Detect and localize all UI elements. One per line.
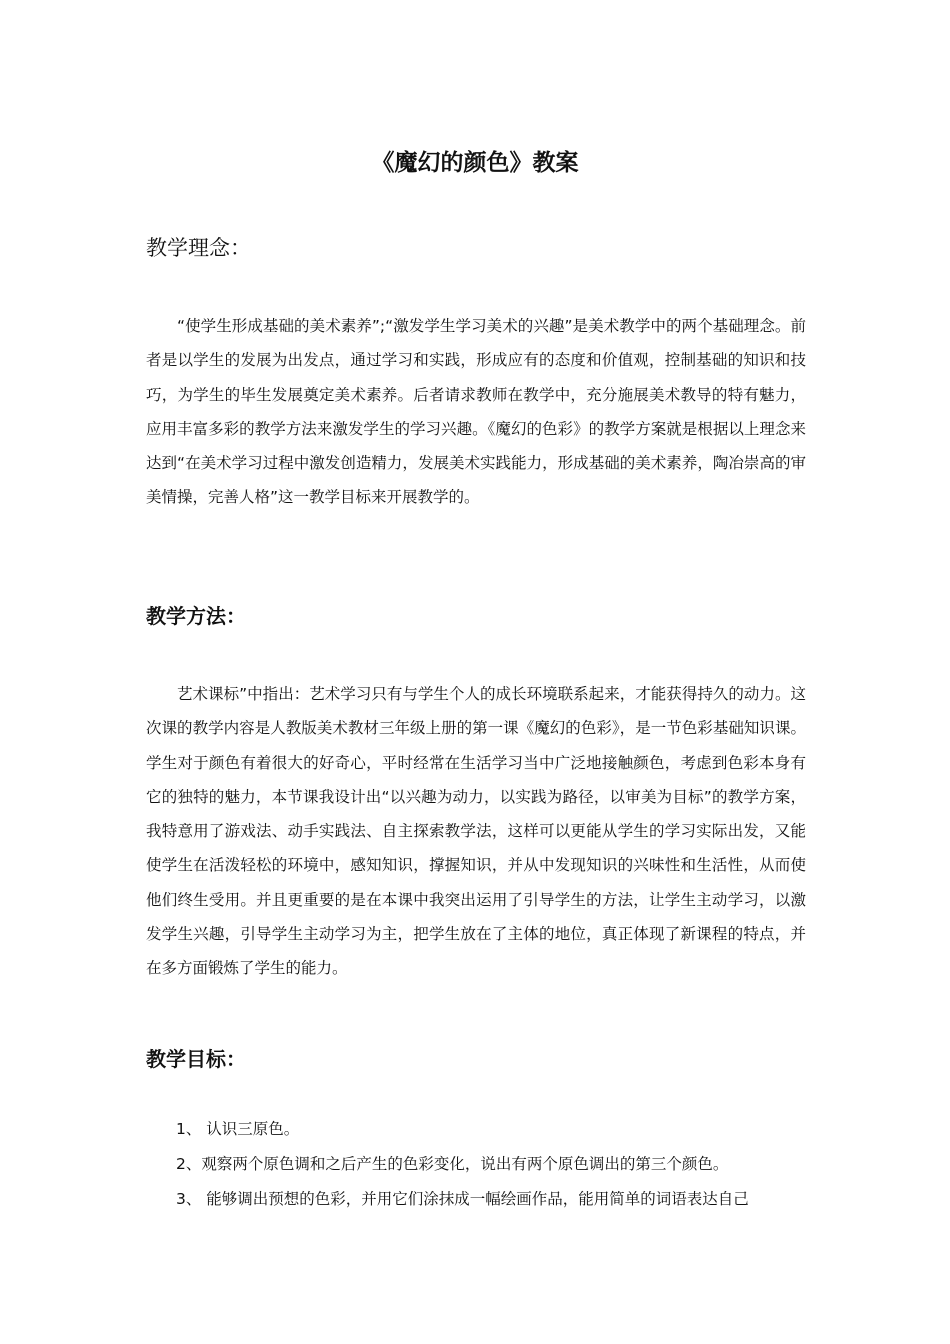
section-heading-method: 教学方法： bbox=[146, 604, 246, 628]
document-title: 《魔幻的颜色》教案 bbox=[371, 150, 579, 176]
goal-item: 3、 能够调出预想的色彩，并用它们涂抹成一幅绘画作品，能用简单的词语表达自己 bbox=[176, 1190, 749, 1208]
philosophy-paragraph: “使学生形成基础的美术素养”;“激发学生学习美术的兴趣”是美术教学中的两个基础理念。前者是以学生的发展为出发点，通过学习和实践，形成应有的态度和价值观，控制基础的知识和技巧，为学生的毕生发展奠定美术素养。后者请求教师在教学中，充分施展美术教导的特有魅力，应用丰富多彩的教学方法来激发学生的学习兴趣。《魔幻的色彩》的教学方案就是根据以上理念来达到“在美术学习过程中激发创造精力，发展美术实践能力，形成基础的美术素养，陶冶崇高的审美情操，完善人格”这一教学目标来开展教学的。 bbox=[146, 317, 806, 507]
goal-item: 1、 认识三原色。 bbox=[176, 1120, 300, 1138]
section-heading-goals: 教学目标： bbox=[146, 1047, 246, 1071]
goal-item: 2、观察两个原色调和之后产生的色彩变化，说出有两个原色调出的第三个颜色。 bbox=[176, 1155, 729, 1173]
method-paragraph: 艺术课标”中指出：艺术学习只有与学生个人的成长环境联系起来，才能获得持久的动力。这次课的教学内容是人教版美术教材三年级上册的第一课《魔幻的色彩》，是一节色彩基础知识课。学生对于颜色有着很大的好奇心，平时经常在生活学习当中广泛地接触颜色，考虑到色彩本身有它的独特的魅力，本节课我设计出“以兴趣为动力，以实践为路径，以审美为目标”的教学方案， 我特意用了游戏法、动手实践法、自主探索教学法，这样可以更能从学生的学习实际出发，又能使学生在活泼轻松的环境中，感知知识，撑握知识，并从中发现知识的兴味性和生活性，从而使他们终生受用。并且更重要的是在本课中我突出运用了引导学生的方法，让学生主动学习，以激发学生兴趣，引导学生主动学习为主，把学生放在了主体的地位，真正体现了新课程的特点，并在多方面锻炼了学生的能力。 bbox=[146, 685, 806, 978]
goals-list bbox=[176, 1112, 808, 1217]
section-heading-philosophy: 教学理念： bbox=[146, 236, 251, 260]
